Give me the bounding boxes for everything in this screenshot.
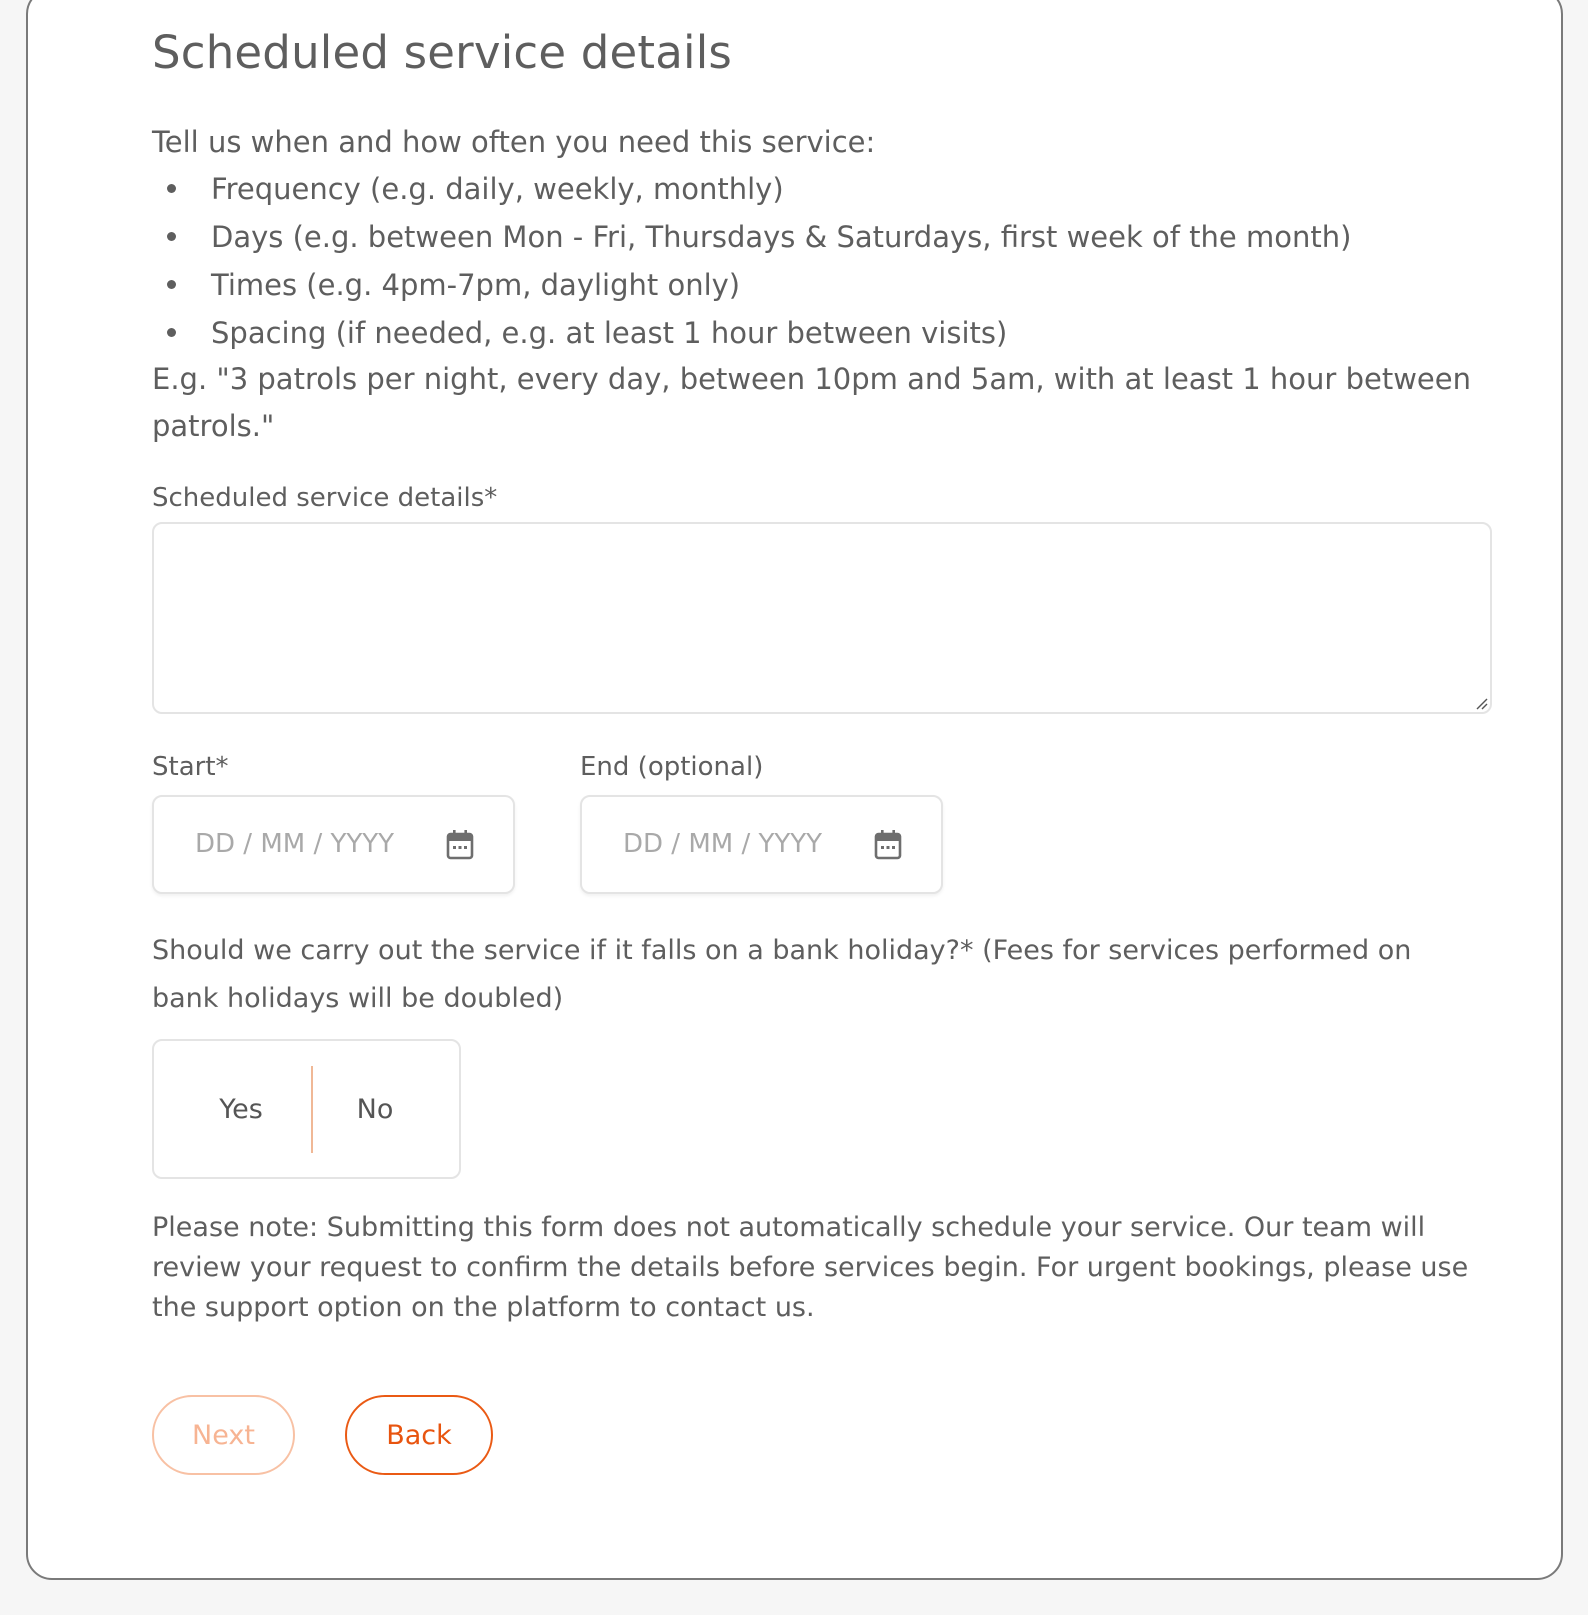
list-item xyxy=(152,165,1351,213)
form-card xyxy=(26,0,1563,1580)
page-title: Scheduled service details xyxy=(152,26,733,79)
example-text: E.g. "3 patrols per night, every day, between 10pm and 5am, with at least 1 hour between patrols." xyxy=(152,362,1471,443)
back-button[interactable]: Back xyxy=(345,1395,493,1475)
hint-list xyxy=(152,165,1351,357)
start-date-placeholder: DD / MM / YYYY xyxy=(195,829,395,859)
next-button[interactable]: Next xyxy=(152,1395,295,1475)
start-date-input[interactable] xyxy=(152,795,515,894)
details-label: Scheduled service details* xyxy=(152,483,498,513)
end-label: End (optional) xyxy=(580,752,764,782)
resize-grip-icon[interactable] xyxy=(1476,698,1488,710)
calendar-icon[interactable] xyxy=(874,829,902,860)
holiday-no-option[interactable]: No xyxy=(356,1093,394,1125)
bullet-icon xyxy=(167,280,176,289)
hint-days: Days (e.g. between Mon - Fri, Thursdays & Saturdays, first week of the month) xyxy=(211,220,1352,254)
list-item xyxy=(152,261,1351,309)
list-item xyxy=(152,309,1351,357)
bullet-icon xyxy=(167,328,176,337)
hint-spacing: Spacing (if needed, e.g. at least 1 hour between visits) xyxy=(211,316,1008,350)
end-date-placeholder: DD / MM / YYYY xyxy=(623,829,823,859)
holiday-toggle-group xyxy=(152,1039,461,1179)
calendar-icon[interactable] xyxy=(446,829,474,860)
note-text: Please note: Submitting this form does not automatically schedule your service. Our team will review your request to confirm the details before services begin. For urgent bookings, please use the support option on the platform to contact us. xyxy=(152,1212,1469,1323)
intro-text: Tell us when and how often you need this service: xyxy=(152,125,876,159)
end-date-input[interactable] xyxy=(580,795,943,894)
bullet-icon xyxy=(167,184,176,193)
hint-times: Times (e.g. 4pm-7pm, daylight only) xyxy=(211,268,741,302)
hint-frequency: Frequency (e.g. daily, weekly, monthly) xyxy=(211,172,784,206)
holiday-question: Should we carry out the service if it falls on a bank holiday?* (Fees for services performed on bank holidays will be doubled) xyxy=(152,935,1412,1014)
list-item xyxy=(152,213,1351,261)
holiday-yes-option[interactable]: Yes xyxy=(219,1093,263,1125)
bullet-icon xyxy=(167,232,176,241)
start-label: Start* xyxy=(152,752,229,782)
details-textarea[interactable] xyxy=(152,522,1492,714)
